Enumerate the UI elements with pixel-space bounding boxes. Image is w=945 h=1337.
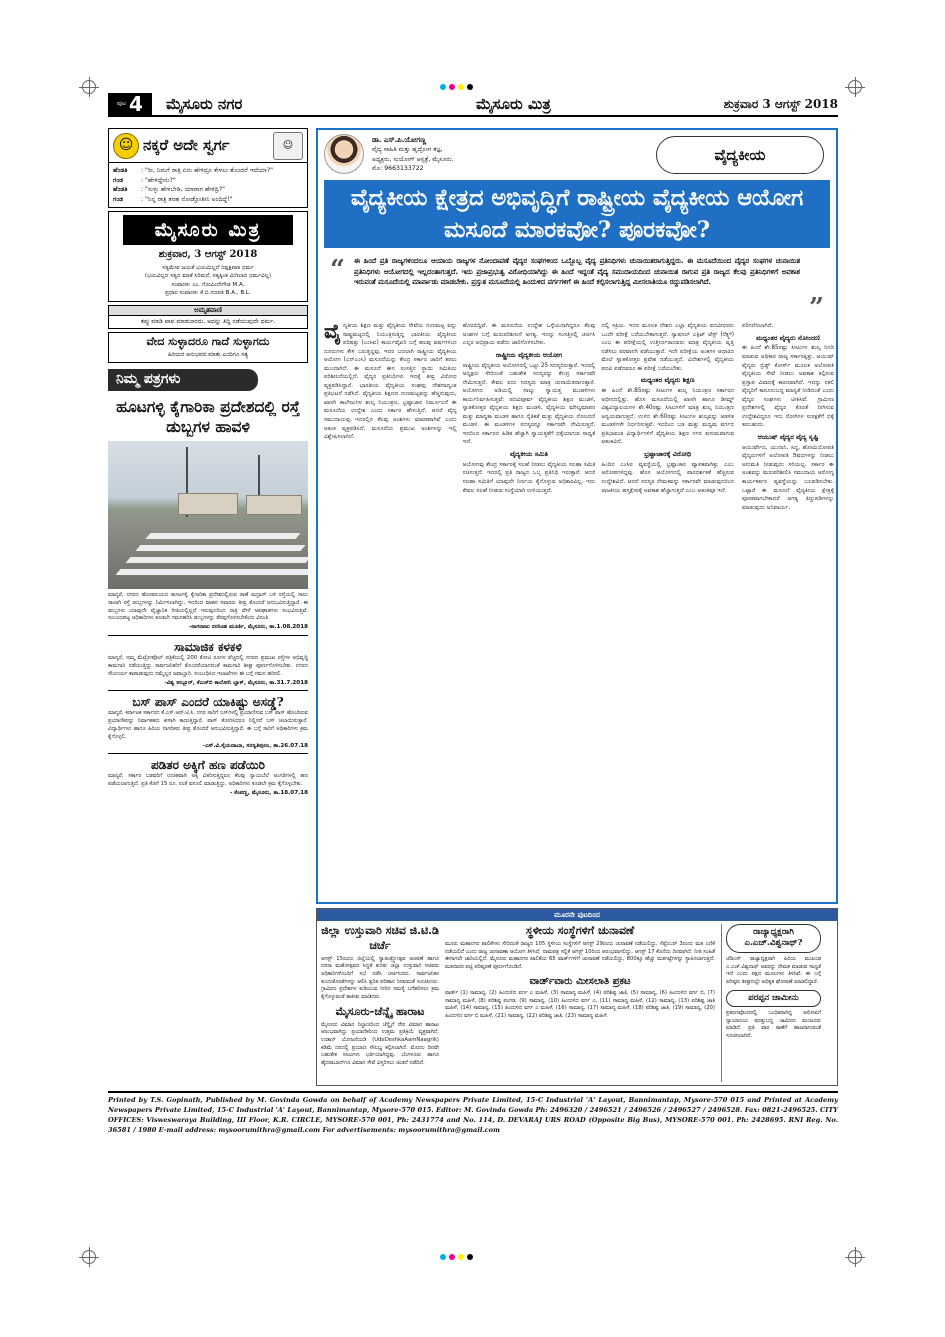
masthead-info: ಸತ್ಯಮೇವ ಜಯತೆ ಭಯಮಿಲ್ಲದೆ ನಿಷ್ಪಕ್ಷಪಾತ ಧರ್ಮ (ಭಯವಿಲ್ಲದ ಸತ್ಯದ ಮಾತೆ ಸಿರಿಮನೆ, ಸತ್ಯಕ್ಕಿಂತ ಮಿಗಿಲಾದ ಧರ್ಮವಿಲ್ಲ) ಸಂಪಾದಕ: ಎಂ. ಗೋವಿಂದೇಗೌಡ M.A. ಪ್ರಧಾನ ಸಂಪಾದಕ: ಕೆ.ಬಿ.ಗಣಪತಿ B.A., B.L. [144, 264, 272, 297]
article-column: ವೈದ್ಯಕೀಯ ಶಿಕ್ಷಣ ಮತ್ತು ವೈದ್ಯಕೀಯ ಸೇವೆಯ ಗುಣಮಟ್ಟ ವನ್ನು ರಾಷ್ಟ್ರಮಟ್ಟದಲ್ಲಿ ನಿಯಂತ್ರಿಸುತ್ತಿದ್ದ ಭಾರತೀಯ ವೈದ್ಯಕೀಯ ಪರಿಷತ್ತು (ಎಂಸಿಐ) ಕಾರ್ಯವೈಖರಿ ಬಗ್ಗೆ ಹಲವು ವರ್ಷಗಳಿಂದ ದೂರುಗಳು ಕೇಳಿ ಬರುತ್ತಿದ್ದವು. ಇದರ ಬದಲಾಗಿ ರಾಷ್ಟ್ರೀಯ ವೈದ್ಯಕೀಯ ಆಯೋಗ (ಎನ್‌ಎಂಸಿ) ಮಸೂದೆಯನ್ನು ಕೇಂದ್ರ ಸರ್ಕಾರ ಜಾರಿಗೆ ತರಲು ಮುಂದಾಗಿದೆ. ಈ ಮಸೂದೆ ಈಗ ಸಂಸತ್ತಿನ ಸ್ಥಾಯಿ ಸಮಿತಿಯ ಪರಿಶೀಲನೆಯಲ್ಲಿದೆ. ವೈದ್ಯರ ಪ್ರತಿನಿಧಿಗಳು ಇದಕ್ಕೆ ತೀವ್ರ ವಿರೋಧ ವ್ಯಕ್ತಪಡಿಸಿದ್ದಾರೆ. ಭಾರತೀಯ ವೈದ್ಯಕೀಯ ಸಂಘವು ದೇಶದಾದ್ಯಂತ ಪ್ರತಿಭಟನೆ ನಡೆಸಿದೆ. ವೈದ್ಯಕೀಯ ಶಿಕ್ಷಣದ ಗುಣಮಟ್ಟವನ್ನು ಹೆಚ್ಚಿಸುವುದು, ಖಾಸಗಿ ಕಾಲೇಜುಗಳ ಶುಲ್ಕ ನಿಯಂತ್ರಣ, ಭ್ರಷ್ಟಾಚಾರ ನಿರ್ಮೂಲನೆ ಈ ಮಸೂದೆಯ ಉದ್ದೇಶ ಎಂದು ಸರ್ಕಾರ ಹೇಳುತ್ತಿದೆ. ಆದರೆ ವೈದ್ಯ ಸಮುದಾಯವು ಇದರಲ್ಲಿನ ಕೆಲವು ಅಂಶಗಳು ಮಾರಕವಾಗಿವೆ ಎಂದು ಆತಂಕ ವ್ಯಕ್ತಪಡಿಸಿದೆ. ಮಸೂದೆಯ ಪ್ರಮುಖ ಅಂಶಗಳನ್ನು ಇಲ್ಲಿ ವಿಶ್ಲೇಷಿಸಲಾಗಿದೆ. [324, 322, 457, 441]
registration-mark-icon [82, 80, 96, 94]
letter-body: ಮಾನ್ಯರೆ, ಕರ್ನಾಟಕ ಸರ್ಕಾರದ ಕೆ.ಎಸ್.ಆರ್.ಟಿ.ಸಿ. ನಗರ ಸಾರಿಗೆ ಬಸ್‌ಗಳಲ್ಲಿ ಪ್ರಯಾಣಿಸುವ ಬಸ್ ಪಾಸ್ ಹೊಂದಿರುವ ಪ್ರಯಾಣಿಕರನ್ನು ನಿರ್ವಾಹಕರು ಕೀಳಾಗಿ ಕಾಣುತ್ತಿದ್ದಾರೆ. ಪಾಸ್ ತೋರಿಸಿದರೂ ನಿಲ್ಲಿಸದೆ ಬಸ್ ಚಲಾಯಿಸುತ್ತಾರೆ. ವಿದ್ಯಾರ್ಥಿಗಳು ಹಾಗೂ ಹಿರಿಯ ನಾಗರಿಕರು ತೀವ್ರ ತೊಂದರೆ ಅನುಭವಿಸುತ್ತಿದ್ದಾರೆ. ಈ ಬಗ್ಗೆ ಸಾರಿಗೆ ಅಧಿಕಾರಿಗಳು ಕ್ರಮ ಕೈಗೊಳ್ಳಲಿ. [108, 710, 308, 740]
article-column: ಹೊರಬಿದ್ದಿವೆ. ಈ ಮಸೂದೆಯ ಉದ್ದೇಶ ಒಳ್ಳೆಯದಾಗಿದ್ದರೂ ಕೆಲವು ಅಂಶಗಳ ಬಗ್ಗೆ ಮರುಪರಿಶೀಲನೆ ಅಗತ್ಯ. ಇದನ್ನು ಸಂಸತ್ತಿನಲ್ಲಿ ಚರ್ಚಿಸಿ ಎಲ್ಲರ ಅಭಿಪ್ರಾಯ ಪಡೆದು ಜಾರಿಗೊಳಿಸಬೇಕು. ರಾಷ್ಟ್ರೀಯ ವೈದ್ಯಕೀಯ ಆಯೋಗ ರಾಷ್ಟ್ರೀಯ ವೈದ್ಯಕೀಯ ಆಯೋಗದಲ್ಲಿ ಒಟ್ಟು 25 ಸದಸ್ಯರಿರುತ್ತಾರೆ. ಇದರಲ್ಲಿ ಅಧ್ಯಕ್ಷರು ಸೇರಿದಂತೆ ಬಹುತೇಕ ಸದಸ್ಯರನ್ನು ಕೇಂದ್ರ ಸರ್ಕಾರವೇ ನೇಮಿಸುತ್ತದೆ. ಕೇವಲ ಐದು ಸದಸ್ಯರು ಮಾತ್ರ ಚುನಾಯಿತರಾಗುತ್ತಾರೆ. ಆಯೋಗದ ಅಡಿಯಲ್ಲಿ ನಾಲ್ಕು ಸ್ವಾಯತ್ತ ಮಂಡಳಿಗಳು ಕಾರ್ಯನಿರ್ವಹಿಸುತ್ತವೆ: ಪದವಿಪೂರ್ವ ವೈದ್ಯಕೀಯ ಶಿಕ್ಷಣ ಮಂಡಳಿ, ಸ್ನಾತಕೋತ್ತರ ವೈದ್ಯಕೀಯ ಶಿಕ್ಷಣ ಮಂಡಳಿ, ವೈದ್ಯಕೀಯ ಮೌಲ್ಯಮಾಪನ ಮತ್ತು ಮಾನ್ಯತಾ ಮಂಡಳಿ ಹಾಗೂ ನೈತಿಕತೆ ಮತ್ತು ವೈದ್ಯಕೀಯ ನೋಂದಣಿ ಮಂಡಳಿ. ಈ ಮಂಡಳಿಗಳ ಸದಸ್ಯರನ್ನೂ ಸರ್ಕಾರವೇ ನೇಮಿಸುತ್ತದೆ. ಇದರಿಂದ ಸರ್ಕಾರದ ಹಿಡಿತ ಹೆಚ್ಚಾಗಿ ಸ್ವಾಯತ್ತತೆಗೆ ಧಕ್ಕೆಯಾಗುವ ಸಾಧ್ಯತೆ ಇದೆ. ವೈದ್ಯಕೀಯ ಸಮಿತಿ ಆಯೋಗವು ಕೇಂದ್ರ ಸರ್ಕಾರಕ್ಕೆ ಸಲಹೆ ನೀಡಲು ವೈದ್ಯಕೀಯ ಸಲಹಾ ಸಮಿತಿ ರಚಿಸುತ್ತದೆ. ಇದರಲ್ಲಿ ಪ್ರತಿ ರಾಜ್ಯದ ಒಬ್ಬ ಪ್ರತಿನಿಧಿ ಇರುತ್ತಾರೆ. ಆದರೆ ಸಲಹಾ ಸಮಿತಿಗೆ ಯಾವುದೇ ನಿರ್ಣಯ ಕೈಗೊಳ್ಳುವ ಅಧಿಕಾರವಿಲ್ಲ. ಇದು ಕೇವಲ ಸಲಹೆ ನೀಡುವ ಸಂಸ್ಥೆಯಾಗಿ ಉಳಿಯುತ್ತದೆ. [462, 323, 596, 494]
registration-mark-icon [848, 1250, 862, 1264]
proverb-title: ವೇದ ಸುಳ್ಳಾದರೂ ಗಾದೆ ಸುಳ್ಳಾಗದು [146, 335, 270, 349]
continued-band: ಮೂರನೇ ಪುಟದಿಂದ [317, 909, 837, 921]
letter-signature: -ಎಸ್.ವಿ.ಸೈಯದಾಬಾ, ಸರಸ್ವತಿಪುರಂ, ತಾ.26.07.18 [202, 742, 308, 749]
author-photo [324, 134, 364, 174]
article-headline: ವೈದ್ಯಕೀಯ ಕ್ಷೇತ್ರದ ಅಭಿವೃದ್ಧಿಗೆ ರಾಷ್ಟ್ರೀಯ ವೈದ್ಯಕೀಯ ಆಯೋಗ ಮಸೂದೆ ಮಾರಕವೋ? ಪೂರಕವೋ? [324, 180, 830, 248]
proverb-text: ಹಿರಿಯರ ಅನುಭವದ ಮಾತು ಎಂದಿಗೂ ಸತ್ಯ [167, 351, 249, 358]
letters-banner: ನಿಮ್ಮ ಪತ್ರಗಳು [108, 369, 258, 391]
letter-signature: -ವಿಶ್ವ ಅಬ್ಬೂರ್, ಕೆಎಚ್‌ಬಿ ಕಾಲೋನಿ ಬ್ಲಾಕ್, ಮೈಸೂರು, ತಾ.31.7.2018 [164, 679, 308, 686]
quote-text: ತಪ್ಪು ಮಾಡಿ ಪಾಪ ಮಾಡಬಾರದು, ಅದನ್ನು ತಿದ್ದಿ ನಡೆಯುವುದೇ ಧರ್ಮ. [140, 317, 276, 325]
road-hump-stripe [125, 557, 308, 563]
news-column: ಜಿಲ್ಲಾ ಉಸ್ತುವಾರಿ ಸಚಿವ ಜಿ.ಟಿ.ಡಿ ಚರ್ಚೆ ಆಗಸ್ಟ್ 15ರಂದು ಜಿಲ್ಲೆಯಲ್ಲಿ ಸ್ವಾತಂತ್ರ್ಯೋತ್ಸವ ಆಚರಣೆ ಹಾಗೂ ದಸರಾ ಮಹೋತ್ಸವದ ಸಿದ್ಧತೆ ಕುರಿತು ಜಿಲ್ಲಾ ಉಸ್ತುವಾರಿ ಸಚಿವರು ಅಧಿಕಾರಿಗಳೊಂದಿಗೆ ಸಭೆ ನಡೆಸಿ ಚರ್ಚಿಸಿದರು. ಸಾರ್ವಜನಿಕರ ಕುಂದುಕೊರತೆಗಳನ್ನು ಆಲಿಸಿ ತ್ವರಿತ ಪರಿಹಾರ ನೀಡುವಂತೆ ಸೂಚಿಸಿದರು. ಗ್ರಾಮೀಣ ಪ್ರದೇಶಗಳ ಕುಡಿಯುವ ನೀರಿನ ಸಮಸ್ಯೆ ಬಗೆಹರಿಸಲು ಕ್ರಮ ಕೈಗೊಳ್ಳುವಂತೆ ತಾಕೀತು ಮಾಡಿದರು. ಮೈಸೂರು-ಚೆನ್ನೈ ಹಾರಾಟ ಮೈಸೂರು ವಿಮಾನ ನಿಲ್ದಾಣದಿಂದ ಚೆನ್ನೈಗೆ ನೇರ ವಿಮಾನ ಹಾರಾಟ ಆರಂಭವಾಗಿದ್ದು ಪ್ರಯಾಣಿಕರಿಂದ ಉತ್ತಮ ಪ್ರತಿಕ್ರಿಯೆ ವ್ಯಕ್ತವಾಗಿದೆ. ಉಡಾನ್ ಯೋಜನೆಯಡಿ (UdeDeshkaAamNaagrik) ಕಡಿಮೆ ದರದಲ್ಲಿ ಪ್ರಯಾಣ ಸೌಲಭ್ಯ ಕಲ್ಪಿಸಲಾಗಿದೆ. ಮೊದಲ ದಿನವೇ ಬಹುತೇಕ ಸೀಟುಗಳು ಭರ್ತಿಯಾಗಿದ್ದವು. ಬೆಂಗಳೂರು ಹಾಗೂ ಹೈದರಾಬಾದ್‌ಗೂ ವಿಮಾನ ಸೇವೆ ವಿಸ್ತರಿಸಲು ಚಿಂತನೆ ನಡೆದಿದೆ. [321, 924, 439, 1066]
article-body [324, 322, 734, 900]
drop-cap: ವೈ [324, 322, 341, 343]
paper-logo: ಮೈಸೂರು ಮಿತ್ರ [123, 215, 293, 245]
color-dot-icon [458, 84, 464, 90]
letter-body: ಮಾನ್ಯರೆ, ಸರ್ಕಾರ ಬಡವರಿಗೆ ಉಚಿತವಾಗಿ ಅಕ್ಕಿ ವಿತರಿಸುತ್ತಿದ್ದರೂ ಕೆಲವು ನ್ಯಾಯಬೆಲೆ ಅಂಗಡಿಗಳಲ್ಲಿ ಹಣ ಪಡೆಯಲಾಗುತ್ತಿದೆ. ಪ್ರತಿ ಕೆಜಿಗೆ 15 ರೂ. ನಂತೆ ವಸೂಲಿ ಮಾಡುತ್ತಿದ್ದು, ಅಧಿಕಾರಿಗಳು ಕೂಡಲೇ ಕ್ರಮ ಕೈಗೊಳ್ಳಬೇಕು. [108, 773, 308, 788]
article-right-column: ಪರಿಗಣಿಸಲಾಗಿದೆ. ಮಧ್ಯಂತರ ವೈದ್ಯರು ನೋಂದಣಿ ಈ ಹಿಂದೆ ಶೇ.85ರಷ್ಟು ಸೀಟುಗಳ ಶುಲ್ಕ ನಿಗದಿ ಮಾಡುವ ಅಧಿಕಾರ ರಾಜ್ಯ ಸರ್ಕಾರಕ್ಕಿತ್ತು. ಆಯುಷ್ ವೈದ್ಯರು ಬ್ರಿಡ್ಜ್ ಕೋರ್ಸ್ ಮೂಲಕ ಅಲೋಪತಿ ವೈದ್ಯಕೀಯ ಸೇವೆ ನೀಡಲು ಅವಕಾಶ ಕಲ್ಪಿಸುವ ಪ್ರಸ್ತಾಪ ವಿವಾದಕ್ಕೆ ಕಾರಣವಾಗಿದೆ. ಇದನ್ನು ನಕಲಿ ವೈದ್ಯರಿಗೆ ಕಾನೂನುಬದ್ಧ ಮಾನ್ಯತೆ ನೀಡಿದಂತೆ ಎಂದು ವೈದ್ಯರ ಸಂಘಗಳು ಟೀಕಿಸಿವೆ. ಗ್ರಾಮೀಣ ಪ್ರದೇಶಗಳಲ್ಲಿ ವೈದ್ಯರ ಕೊರತೆ ನೀಗಿಸುವ ಉದ್ದೇಶವಿದ್ದರೂ ಇದು ರೋಗಿಗಳ ಸುರಕ್ಷತೆಗೆ ಧಕ್ಕೆ ತರಬಹುದು. ಆಯುಷ್ ವೈದ್ಯರ ವೈದ್ಯ ಸೃಷ್ಟಿ ಆಯುರ್ವೇದ, ಯುನಾನಿ, ಸಿದ್ಧ, ಹೋಮಿಯೋಪತಿ ವೈದ್ಯರುಗಳಿಗೆ ಅಲೋಪತಿ ಔಷಧಗಳನ್ನು ನೀಡಲು ಅನುಮತಿ ನೀಡುವುದು ಸರಿಯಲ್ಲ. ಸರ್ಕಾರ ಈ ಅಂಶವನ್ನು ಮರುಪರಿಶೀಲಿಸಿ ಸಮುದಾಯ ಆರೋಗ್ಯ ಕಾರ್ಯಕರ್ತರ ವ್ಯವಸ್ಥೆಯನ್ನು ಬಲಪಡಿಸಬೇಕು. ಒಟ್ಟಾರೆ ಈ ಮಸೂದೆ ವೈದ್ಯಕೀಯ ಕ್ಷೇತ್ರಕ್ಕೆ ಪೂರಕವಾಗಬೇಕಾದರೆ ಅಗತ್ಯ ತಿದ್ದುಪಡಿಗಳನ್ನು ಮಾಡುವುದು ಅನಿವಾರ್ಯ. [742, 323, 834, 511]
humor-box [108, 128, 308, 208]
letter-body: ಮಾನ್ಯರೆ, ನಗರದ ಹೊರವಲಯದ ಹೂಟಗಳ್ಳಿ ಕೈಗಾರಿಕಾ ಪ್ರದೇಶದಲ್ಲಿರುವ ರಾಣೆ ಮದ್ರಾಸ್ ಬಳಿ ರಸ್ತೆಯಲ್ಲಿ ಸಾಲು ಸಾಲಾಗಿ ರಸ್ತೆ ಡುಬ್ಬಗಳನ್ನು ನಿರ್ಮಿಸಲಾಗಿದ್ದು, ಇದರಿಂದ ವಾಹನ ಸವಾರರು ತೀವ್ರ ತೊಂದರೆ ಅನುಭವಿಸುತ್ತಿದ್ದಾರೆ. ಈ ಡುಬ್ಬಗಳು ಯಾವುದೇ ವೈಜ್ಞಾನಿಕ ರೀತಿಯಲ್ಲಿಲ್ಲದೆ ಇರುವುದರಿಂದ ರಾತ್ರಿ ವೇಳೆ ಅಪಘಾತಗಳು ಸಂಭವಿಸುತ್ತಿವೆ. ಸಂಬಂಧಪಟ್ಟ ಅಧಿಕಾರಿಗಳು ಕೂಡಲೇ ಗಮನಹರಿಸಿ ಡುಬ್ಬಗಳನ್ನು ತೆರವುಗೊಳಿಸಬೇಕೆಂದು ವಿನಂತಿ. [108, 591, 308, 622]
road-hump-stripe [145, 533, 300, 539]
article-subhead: ರಾಷ್ಟ್ರೀಯ ವೈದ್ಯಕೀಯ ಆಯೋಗ [495, 350, 563, 359]
article-subhead: ವೈದ್ಯಕೀಯ ಸಮಿತಿ [510, 450, 548, 458]
quote-title: ಅಮೃತವಾಣಿ [109, 306, 307, 316]
masthead-date: ಶುಕ್ರವಾರ, 3 ಆಗಸ್ಟ್ 2018 [158, 249, 258, 261]
road-humps-photo [108, 441, 308, 589]
news-headline: ಮೈಸೂರು-ಚೆನ್ನೈ ಹಾರಾಟ [335, 1004, 425, 1018]
issue-date: ಶುಕ್ರವಾರ 3 ಆಗಸ್ಟ್ 2018 [723, 96, 838, 111]
letter-headline: ಸಾಮಾಜಿಕ ಕಳಕಳಿ [108, 635, 308, 655]
proverb-box [108, 332, 308, 363]
joke-dialogue [109, 163, 307, 207]
color-dot-icon [440, 84, 446, 90]
page-number-badge: ಪುಟ 4 [108, 93, 152, 115]
color-dot-icon [467, 1254, 473, 1260]
article-subhead: ಮಧ್ಯಂತರ ವೈದ್ಯರು ಶಿಕ್ಷಣ [640, 376, 695, 385]
letter-headline: ಬಸ್ ಪಾಸ್ ಎಂದರೆ ಯಾಕಿಷ್ಟು ಅಸಡ್ಡೆ? [108, 690, 308, 710]
registration-mark-icon [848, 80, 862, 94]
letter-signature: - ಕೆಂಪಣ್ಣ, ಮೈಸೂರು, ತಾ.18.07.18 [229, 789, 308, 796]
news-headline: ರಾಜ್ಯಾಧ್ಯಕ್ಷರಾಗಿ ಎ.ಎಚ್.ವಿಶ್ವನಾಥ್? [726, 924, 821, 953]
news-headline: ಜಿಲ್ಲಾ ಉಸ್ತುವಾರಿ ಸಚಿವ ಜಿ.ಟಿ.ಡಿ ಚರ್ಚೆ [321, 924, 439, 952]
color-dot-icon [449, 84, 455, 90]
letter-body: ಮಾನ್ಯರೆ, ನಮ್ಮ ಮೆಟ್ರೋಪೊಲ್ ಪತ್ರಿಕೆಯಲ್ಲಿ 200 ಕೋಟಿ ರೂಗಳ ವೆಚ್ಚದಲ್ಲಿ ನಗರದ ಪ್ರಮುಖ ರಸ್ತೆಗಳ ಅಭಿವೃದ್ಧಿ ಕಾಮಗಾರಿ ನಡೆಯುತ್ತಿದ್ದು ಸಾರ್ವಜನಿಕರಿಗೆ ತೊಂದರೆಯಾಗದಂತೆ ಕಾಮಗಾರಿ ಶೀಘ್ರ ಪೂರ್ಣಗೊಳಿಸಬೇಕು. ನಗರದ ಸೌಂದರ್ಯ ಕಾಪಾಡುವುದು ನಮ್ಮೆಲ್ಲರ ಜವಾಬ್ದಾರಿ. ಸಂಬಂಧಿಸಿದ ಇಲಾಖೆಗಳು ಈ ಬಗ್ಗೆ ಗಮನ ಹರಿಸಲಿ. [108, 655, 308, 677]
news-headline: ಸ್ಥಳೀಯ ಸಂಸ್ಥೆಗಳಿಗೆ ಚುನಾವಣೆ [525, 924, 635, 937]
road-hump-stripe [135, 545, 305, 551]
letter-signature: -ನಾಗರಾಜು ನರಸಿಂಹ ಮೂರ್ತಿ, ಮೈಸೂರು, ತಾ.1.08.2018 [188, 624, 308, 631]
humor-title: ನಕ್ಕರೆ ಅದೇ ಸ್ವರ್ಗ [143, 136, 230, 155]
news-headline: ವಾರ್ಡ್‌ವಾರು ಮೀಸಲಾತಿ ಪ್ರಕಟ [529, 975, 631, 987]
color-dot-icon [458, 1254, 464, 1260]
article-subhead: ಆಯುಷ್ ವೈದ್ಯರ ವೈದ್ಯ ಸೃಷ್ಟಿ [757, 432, 819, 441]
color-dot-icon [440, 1254, 446, 1260]
color-dot-icon [467, 84, 473, 90]
joke-line: ಹೆಂಡತಿ : "ಸುಳ್ಳು ಹೇಳಬೇಡಿ, ಯಾವಾಗ ಹೇಳಿದ್ರಿ?" [113, 186, 225, 194]
news-column: ಸ್ಥಳೀಯ ಸಂಸ್ಥೆಗಳಿಗೆ ಚುನಾವಣೆ ಮೂರು ಮಹಾನಗರ ಪಾಲಿಕೆಗಳು ಸೇರಿದಂತೆ ರಾಜ್ಯದ 105 ಸ್ಥಳೀಯ ಸಂಸ್ಥೆಗಳಿಗೆ ಆಗಸ್ಟ್ 29ರಂದು ಚುನಾವಣೆ ನಡೆಯಲಿದ್ದು, ಸೆಪ್ಟೆಂಬರ್ 3ರಂದು ಮತ ಎಣಿಕೆ ನಡೆಯಲಿದೆ ಎಂದು ರಾಜ್ಯ ಚುನಾವಣಾ ಆಯೋಗ ತಿಳಿಸಿದೆ. ನಾಮಪತ್ರ ಸಲ್ಲಿಕೆ ಆಗಸ್ಟ್ 10ರಿಂದ ಆರಂಭವಾಗಲಿದ್ದು, ಆಗಸ್ಟ್ 17 ಕೊನೆಯ ದಿನವಾಗಿದೆ. ನೀತಿ ಸಂಹಿತೆ ಈಗಾಗಲೇ ಜಾರಿಯಲ್ಲಿದೆ. ಮೈಸೂರು ಮಹಾನಗರ ಪಾಲಿಕೆಯ 65 ವಾರ್ಡ್‌ಗಳಿಗೆ ಚುನಾವಣೆ ನಡೆಯಲಿದ್ದು, 800ಕ್ಕೂ ಹೆಚ್ಚು ಮತಗಟ್ಟೆಗಳನ್ನು ಸ್ಥಾಪಿಸಲಾಗುತ್ತದೆ. ಮತದಾರರ ಪಟ್ಟಿ ಪರಿಷ್ಕರಣೆ ಪೂರ್ಣಗೊಂಡಿದೆ. ವಾರ್ಡ್‌ವಾರು ಮೀಸಲಾತಿ ಪ್ರಕಟ ವಾರ್ಡ್ (1) ಸಾಮಾನ್ಯ, (2) ಹಿಂದುಳಿದ ವರ್ಗ ಎ ಮಹಿಳೆ, (3) ಸಾಮಾನ್ಯ ಮಹಿಳೆ, (4) ಪರಿಶಿಷ್ಟ ಜಾತಿ, (5) ಸಾಮಾನ್ಯ, (6) ಹಿಂದುಳಿದ ವರ್ಗ ಬಿ, (7) ಸಾಮಾನ್ಯ ಮಹಿಳೆ, (8) ಪರಿಶಿಷ್ಟ ಪಂಗಡ, (9) ಸಾಮಾನ್ಯ, (10) ಹಿಂದುಳಿದ ವರ್ಗ ಎ, (11) ಸಾಮಾನ್ಯ ಮಹಿಳೆ, (12) ಸಾಮಾನ್ಯ, (13) ಪರಿಶಿಷ್ಟ ಜಾತಿ ಮಹಿಳೆ, (14) ಸಾಮಾನ್ಯ, (15) ಹಿಂದುಳಿದ ವರ್ಗ ಎ ಮಹಿಳೆ, (16) ಸಾಮಾನ್ಯ, (17) ಸಾಮಾನ್ಯ ಮಹಿಳೆ, (18) ಪರಿಶಿಷ್ಟ ಜಾತಿ, (19) ಸಾಮಾನ್ಯ, (20) ಹಿಂದುಳಿದ ವರ್ಗ ಬಿ ಮಹಿಳೆ, (21) ಸಾಮಾನ್ಯ, (22) ಪರಿಶಿಷ್ಟ ಜಾತಿ, (23) ಸಾಮಾನ್ಯ ಮಹಿಳೆ. [445, 924, 715, 1020]
humor-header [109, 129, 307, 163]
article-subhead: ಭ್ರಷ್ಟಾಚಾರಕ್ಕೆ ವಿರೋಧಿ [644, 450, 692, 458]
laughing-face-icon: ☺ [113, 133, 139, 159]
author-byline [318, 130, 638, 178]
page-header [108, 93, 838, 117]
news-headline: ಪರಪ್ಪನ ಜಾಮೀನು [726, 990, 821, 1007]
road-hump-stripe [115, 569, 308, 575]
author-info: ಡಾ. ಎಸ್.ಪಿ.ಯೋಗಣ್ಣ ವೈದ್ಯ ಸಾಹಿತಿ ಮತ್ತು ಹೃದ್ರೋಗ ತಜ್ಞ, ಅಧ್ಯಕ್ಷರು, ಸುಯೋಗ್ ಆಸ್ಪತ್ರೆ, ಮೈಸೂರು. ಮೊ: 9663133722 [372, 135, 454, 172]
joke-line: ಗಂಡ : "ನಿನ್ನ ರಾತ್ರಿ ತರಹ ನೋಡ್ತೋತೀನಿ ಅಂದಿದ್ದೆ!" [113, 195, 233, 203]
masthead-block [108, 211, 308, 301]
truck-icon [246, 495, 302, 515]
continued-news-grid [317, 921, 837, 1085]
letter-headline: ಪಡಿತರ ಅಕ್ಕಿಗೆ ಹಣ ಪಡೆಯಿರಿ [108, 753, 308, 773]
left-column [108, 128, 308, 800]
printer-imprint: Printed by T.S. Gopinath, Published by M. Govinda Gowda on behalf of Academy Newspapers Private Limited, 15-C Industrial 'A' Layout, Bannimantap, Mysore-570 015 and Printed at Academy Newspapers Private Limited, 15-C Industrial 'A' Layout, Bannimantap, Mysore-570 015. Editor: M. Govinda Gowda Ph: 2496320 / 2496521 / 2496526 / 2496527 / 2496528. Fax: 0821-2496525. CITY OFFICES: Visweswaraya Building, III Floor, K.R. CIRCLE, MYSORE-570 001, Ph: 2431774 and No. 114, D. DEVARAJ URS ROAD (Opposite Big Bus), MYSORE-570 001. Ph: 2428695. RNI Reg. No. 36581 / 1980 E-mail address: mysoorumithra@gmail.com For advertisements: mysoorumithra@gmail.com [108, 1091, 838, 1136]
registration-mark-icon [82, 1250, 96, 1264]
cartoon-figure-icon: ☺ [273, 132, 303, 160]
color-bar-bottom [440, 1254, 473, 1260]
article-column: ದಲ್ಲಿ ಸಕ್ರಿಯ. ಇದರ ಮೂಲಕ ದೇಶದ ಎಲ್ಲಾ ವೈದ್ಯಕೀಯ ಪದವೀಧರರು ಒಂದೇ ಪರೀಕ್ಷೆ ಬರೆಯಬೇಕಾಗುತ್ತದೆ. ನ್ಯಾಷನಲ್ ಎಕ್ಸಿಟ್ ಟೆಸ್ಟ್ (ನೆಕ್ಸ್ಟ್) ಎಂಬ ಈ ಪರೀಕ್ಷೆಯಲ್ಲಿ ಉತ್ತೀರ್ಣರಾದವರು ಮಾತ್ರ ವೈದ್ಯಕೀಯ ವೃತ್ತಿ ನಡೆಸಲು ಪರವಾನಗಿ ಪಡೆಯುತ್ತಾರೆ. ಇದೇ ಪರೀಕ್ಷೆಯ ಅಂಕಗಳ ಆಧಾರದ ಮೇಲೆ ಸ್ನಾತಕೋತ್ತರ ಪ್ರವೇಶ ನಡೆಯುತ್ತದೆ. ವಿದೇಶಗಳಲ್ಲಿ ವೈದ್ಯಕೀಯ ಪದವಿ ಪಡೆದವರೂ ಈ ಪರೀಕ್ಷೆ ಬರೆಯಬೇಕು. ಮಧ್ಯಂತರ ವೈದ್ಯರು ಶಿಕ್ಷಣ ಈ ಹಿಂದೆ ಶೇ.85ರಷ್ಟು ಸೀಟುಗಳ ಶುಲ್ಕ ನಿಯಂತ್ರಣ ಸರ್ಕಾರದ ಅಧೀನದಲ್ಲಿತ್ತು. ಹೊಸ ಮಸೂದೆಯಲ್ಲಿ ಖಾಸಗಿ ಹಾಗೂ ಡೀಮ್ಡ್ ವಿಶ್ವವಿದ್ಯಾಲಯಗಳ ಶೇ.40ರಷ್ಟು ಸೀಟುಗಳಿಗೆ ಮಾತ್ರ ಶುಲ್ಕ ನಿಯಂತ್ರಣ ಅನ್ವಯವಾಗುತ್ತದೆ. ಉಳಿದ ಶೇ.60ರಷ್ಟು ಸೀಟುಗಳ ಶುಲ್ಕವನ್ನು ಆಡಳಿತ ಮಂಡಳಿಗಳೇ ನಿರ್ಧರಿಸುತ್ತವೆ. ಇದರಿಂದ ಬಡ ಮತ್ತು ಮಧ್ಯಮ ವರ್ಗದ ಪ್ರತಿಭಾವಂತ ವಿದ್ಯಾರ್ಥಿಗಳಿಗೆ ವೈದ್ಯಕೀಯ ಶಿಕ್ಷಣ ಗಗನ ಕುಸುಮವಾಗುವ ಆತಂಕವಿದೆ. ಭ್ರಷ್ಟಾಚಾರಕ್ಕೆ ವಿರೋಧಿ ಹಿಂದಿನ ಎಂಸಿಐ ವ್ಯವಸ್ಥೆಯಲ್ಲಿ ಭ್ರಷ್ಟಾಚಾರ ವ್ಯಾಪಕವಾಗಿತ್ತು ಎಂಬ ಆರೋಪಗಳಿದ್ದವು. ಹೊಸ ಆಯೋಗದಲ್ಲಿ ಪಾರದರ್ಶಕತೆ ಹೆಚ್ಚಿಸುವ ಉದ್ದೇಶವಿದೆ. ಆದರೆ ಸದಸ್ಯರ ನೇಮಕವನ್ನು ಸರ್ಕಾರವೇ ಮಾಡುವುದರಿಂದ ರಾಜಕೀಯ ಹಸ್ತಕ್ಷೇಪಕ್ಕೆ ಅವಕಾಶ ಹೆಚ್ಚಾಗುತ್ತದೆ ಎಂಬ ಆತಂಕವೂ ಇದೆ. [601, 323, 735, 494]
news-column: ರಾಜ್ಯಾಧ್ಯಕ್ಷರಾಗಿ ಎ.ಎಚ್.ವಿಶ್ವನಾಥ್? ಜೆಡಿಎಸ್ ರಾಜ್ಯಾಧ್ಯಕ್ಷರಾಗಿ ಹಿರಿಯ ಮುಖಂಡ ಎ.ಎಚ್.ವಿಶ್ವನಾಥ್ ಅವರನ್ನು ನೇಮಕ ಮಾಡುವ ಸಾಧ್ಯತೆ ಇದೆ ಎಂದು ಪಕ್ಷದ ಮೂಲಗಳು ತಿಳಿಸಿವೆ. ಈ ಬಗ್ಗೆ ವರಿಷ್ಠರು ಶೀಘ್ರದಲ್ಲೇ ಅಧಿಕೃತ ಘೋಷಣೆ ಮಾಡಲಿದ್ದಾರೆ. ಪರಪ್ಪನ ಜಾಮೀನು ಪ್ರಕರಣವೊಂದರಲ್ಲಿ ಬಂಧಿತರಾಗಿದ್ದ ಆರೋಪಿಗೆ ನ್ಯಾಯಾಲಯ ಷರತ್ತುಬದ್ಧ ಜಾಮೀನು ಮಂಜೂರು ಮಾಡಿದೆ. ಪ್ರತಿ ವಾರ ಠಾಣೆಗೆ ಹಾಜರಾಗುವಂತೆ ಸೂಚಿಸಲಾಗಿದೆ. [721, 924, 821, 1082]
section-title: ಮೈಸೂರು ನಗರ [166, 94, 243, 113]
letter-headline: ಹೂಟಗಳ್ಳಿ ಕೈಗಾರಿಕಾ ಪ್ರದೇಶದಲ್ಲಿ ರಸ್ತೆ ಡುಬ್ಬಗಳ ಹಾವಳಿ [116, 396, 300, 436]
joke-line: ಗಂಡ : "ಹೇಳಿದ್ದೇನು?" [113, 176, 176, 184]
truck-icon [178, 493, 238, 515]
color-dot-icon [449, 1254, 455, 1260]
medical-article [316, 128, 838, 904]
joke-line: ಹೆಂಡತಿ : "ರೀ, ನಿಮಗೆ ರಾತ್ರಿ ಏನು ಹೇಳಿದ್ರೂ ಕೇಳಲು ತೊಂದರೆ ಇದೆಯಾ?" [113, 167, 273, 174]
paper-name: ಮೈಸೂರು ಮಿತ್ರ [476, 94, 551, 113]
article-pullquote: “ ಈ ಹಿಂದೆ ಪ್ರತಿ ರಾಜ್ಯಗಳಿಂದಲೂ ಆಯಾಯ ರಾಜ್ಯಗಳ ನೋಂದಾವಣೆ ವೈದ್ಯರ ಸಂಘಗಳಿಂದ ಒಬ್ಬೊಬ್ಬ ವೈದ್ಯ ಪ್ರತಿನಿಧಿಗಳು ಚುನಾಯಿತರಾಗುತ್ತಿದ್ದರು. ಈ ಮಸೂದೆಯಿಂದ ವೈದ್ಯರ ಸಂಘಗಳ ಚುನಾಯಿತ ಪ್ರತಿನಿಧಿಗಳು ಆಯೋಗದಲ್ಲಿ ಇಲ್ಲದಂತಾಗುತ್ತದೆ. ಇದು ಪ್ರಜಾಪ್ರಭುತ್ವ ವಿರೋಧಿಯಾಗಿದ್ದು ಈ ಹಿಂದೆ ಇದ್ದಂತೆ ವೈದ್ಯ ಸಮುದಾಯದಿಂದ ಚುನಾಯಿತ ರಾಗುವ ಪ್ರತಿ ರಾಜ್ಯದ ಕೆಲವು ಪ್ರತಿನಿಧಿಗಳಿಗೆ ಅವಕಾಶ ಇರುವಂತೆ ಮಸೂದೆಯಲ್ಲಿ ಮಾರ್ಪಾಡು ಮಾಡಬೇಕು. ಪ್ರಸ್ತುತ ಮಸೂದೆಯಲ್ಲಿ ಹಿಂದುಳಿದ ವರ್ಗಗಳಿಗೆ ಈ ಹಿಂದೆ ಕಲ್ಪಿಸಲಾಗುತ್ತಿದ್ದ ಮೀಸಲಾತಿಯೂ ರದ್ದುಪಡಿಸಲಾಗಿದೆ. ” [324, 252, 830, 318]
category-label: ವೈದ್ಯಕೀಯ [656, 136, 824, 174]
continued-news-block [316, 908, 838, 1086]
article-subhead: ಮಧ್ಯಂತರ ವೈದ್ಯರು ನೋಂದಣಿ [756, 333, 820, 342]
quote-box [108, 305, 308, 330]
color-bar-top [440, 84, 473, 90]
